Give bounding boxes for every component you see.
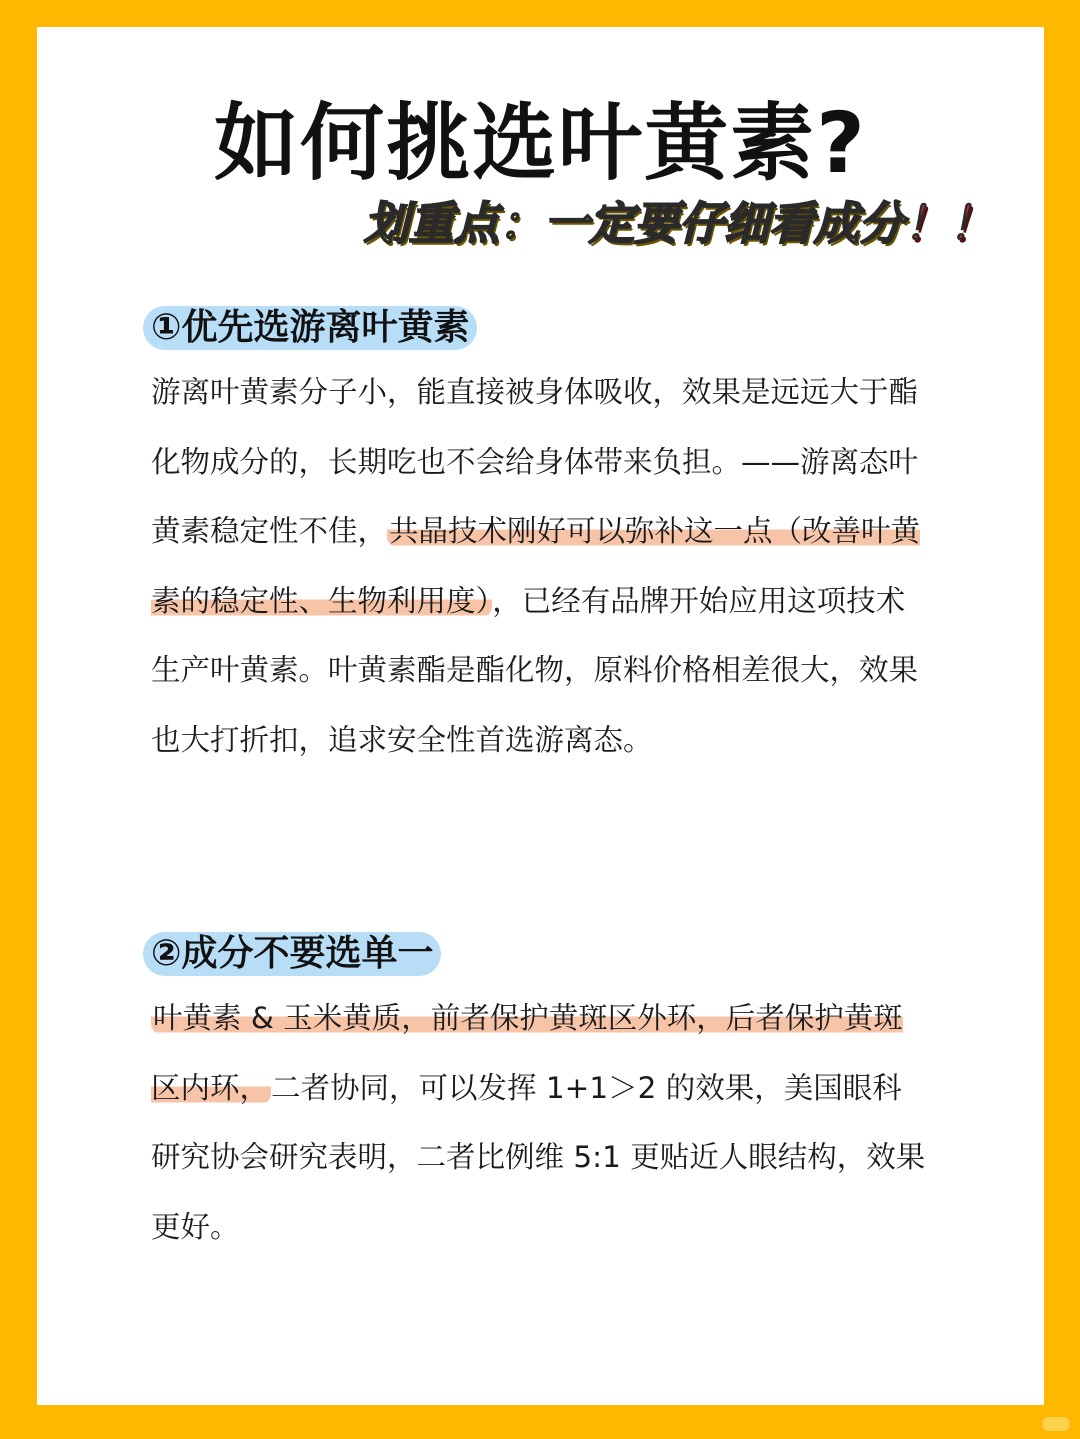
key-point-subtitle [364,197,994,251]
content-card [37,27,1044,1405]
watermark-logo [1042,1417,1070,1431]
section-1-text-post: ，已经有品牌开始应用这项技术生产叶黄素。叶黄素酯是酯化物，原料价格相差很大，效果也大打折扣，追求安全性首选游离态。 [151,583,919,757]
exclamation-marks: ！！ [903,197,994,250]
section-2-paragraph [151,984,931,1262]
section-1-paragraph [151,358,931,775]
section-2-heading: ②成分不要选单一 [143,932,441,976]
section-2-text-post: 二者协同，可以发挥 1+1＞2 的效果，美国眼科研究协会研究表明，二者比例维 5:1 更贴近人眼结构，效果更好。 [151,1070,926,1244]
page-title: 如何挑选叶黄素? [214,94,867,192]
section-1-heading: ①优先选游离叶黄素 [143,306,477,350]
section-2-highlight: 叶黄素 & 玉米黄质，前者保护黄斑区外环，后者保护黄斑区内环， [151,1001,903,1105]
key-point-text: 划重点：一定要仔细看成分 [363,197,904,250]
section-1-highlight: 共晶技术刚好可以弥补这一点（改善叶黄素的稳定性、生物利用度） [151,514,921,618]
section-1-text-pre: 游离叶黄素分子小，能直接被身体吸收，效果是远远大于酯化物成分的，长期吃也不会给身体带来负担。——游离态叶黄素稳定性不佳， [151,375,919,548]
